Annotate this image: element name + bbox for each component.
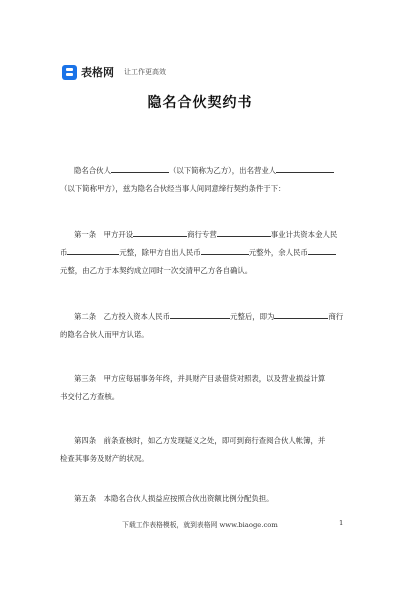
intro-paragraph: 隐名合伙人 （以下简称为乙方），出名营业人 （以下简称甲方），兹为隐名合伙经当事人间同意缔行契约条件于下： <box>60 162 346 198</box>
blank-field <box>201 246 249 255</box>
logo-icon <box>62 65 77 80</box>
site-header <box>62 62 166 82</box>
blank-field <box>67 246 119 255</box>
brand-slogan: 让工作更高效 <box>124 68 166 76</box>
article-2: 第二条 乙方投入资本人民币 元整后，即为 商行 的隐名合伙人而甲方认诺。 <box>60 312 344 339</box>
page-number: 1 <box>339 519 344 527</box>
document-title: 隐名合伙契约书 <box>147 95 253 111</box>
blank-field <box>111 164 169 173</box>
blank-field <box>308 246 336 255</box>
blank-field <box>276 164 334 173</box>
brand-name: 表格网 <box>81 66 114 79</box>
blank-field <box>217 228 271 237</box>
blank-field <box>274 310 328 319</box>
page-footer: 下载工作表格模板，就到表格网 www.biaoge.com <box>122 521 278 529</box>
article-1: 第一条 甲方开设 商行专营 事业计共资本金人民 币 元整，除甲方自出人民币 元整外，余人民币 元整，由乙方于本契约成立同时一次交清甲乙方各自确认。 <box>60 230 338 275</box>
blank-field <box>170 310 230 319</box>
article-3: 第三条 甲方应每届事务年终，并具财产目录借贷对照表，以及营业损益计算 书交付乙方查核。 <box>60 374 326 401</box>
article-4: 第四条 前条查核时，如乙方发现疑义之处，即可到商行查阅合伙人帐簿，并 检查其事务及财产的状况。 <box>60 436 326 463</box>
blank-field <box>133 228 187 237</box>
article-5: 第五条 本隐名合伙人损益应按照合伙出资额比例分配负担。 <box>74 494 274 503</box>
